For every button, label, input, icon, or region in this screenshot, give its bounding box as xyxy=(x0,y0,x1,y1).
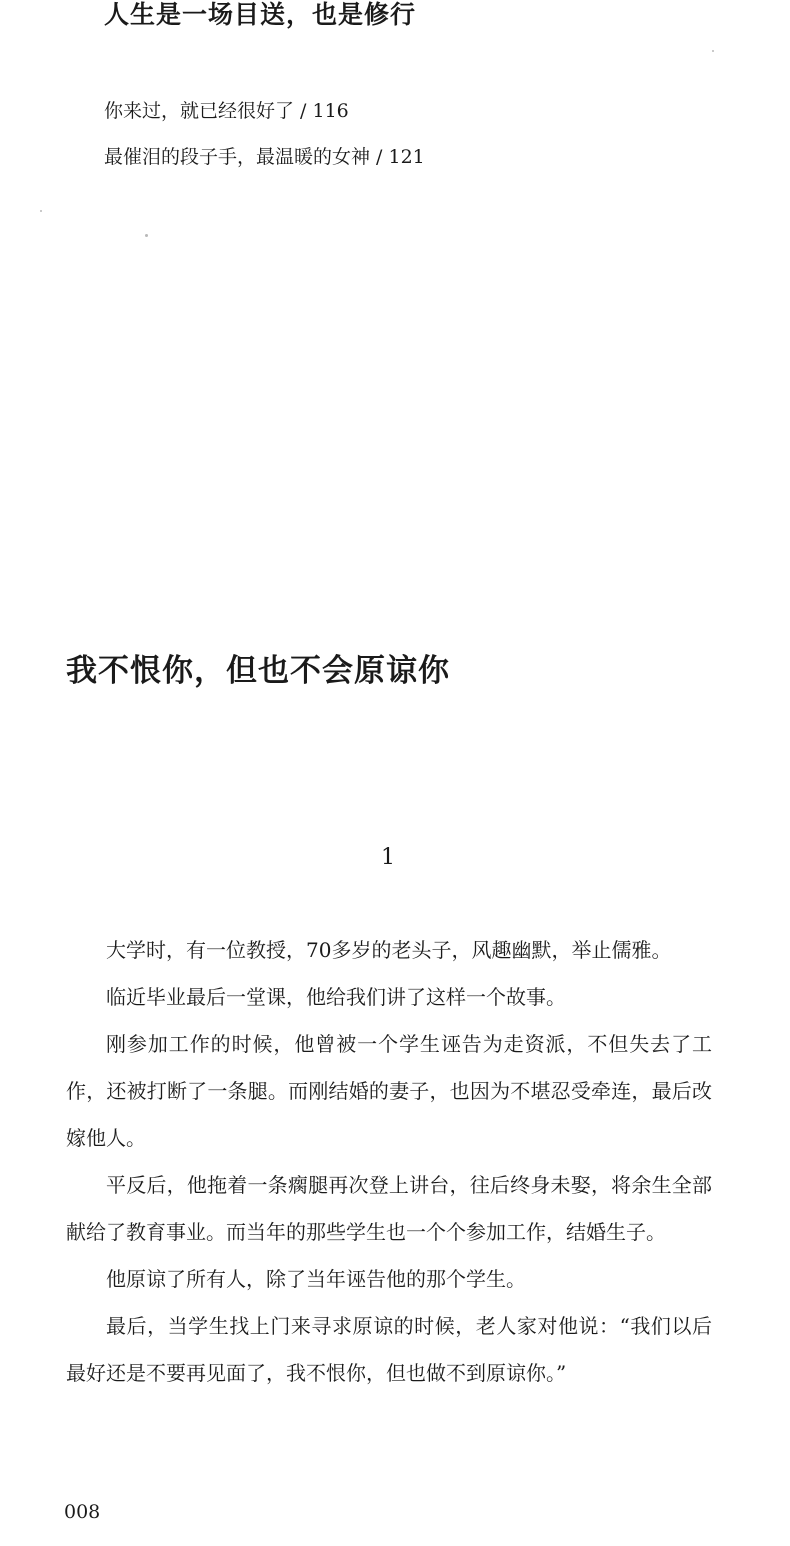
table-of-contents xyxy=(104,88,425,180)
chapter-title: 我不恨你，但也不会原谅你 xyxy=(66,653,450,689)
toc-entry-title: 你来过，就已经很好了 xyxy=(104,100,295,122)
scan-speck xyxy=(40,210,42,212)
toc-entry-page: 121 xyxy=(388,146,425,168)
paragraph: 他原谅了所有人，除了当年诬告他的那个学生。 xyxy=(106,1267,526,1291)
paragraph: 刚参加工作的时候，他曾被一个学生诬告为走资派，不但失去了工作，还被打断了一条腿。而刚结婚的妻子，也因为不堪忍受牵连，最后改嫁他人。 xyxy=(66,1032,712,1150)
toc-entry-title: 最催泪的段子手，最温暖的女神 xyxy=(104,146,371,168)
paragraph: 临近毕业最后一堂课，他给我们讲了这样一个故事。 xyxy=(106,985,566,1009)
toc-entry-page: 116 xyxy=(312,100,349,122)
paragraph: 平反后，他拖着一条瘸腿再次登上讲台，往后终身未娶，将余生全部献给了教育事业。而当年的那些学生也一个个参加工作，结婚生子。 xyxy=(66,1173,712,1244)
section-heading: 人生是一场目送，也是修行 xyxy=(104,0,417,29)
paragraph: 大学时，有一位教授，70多岁的老头子，风趣幽默，举止儒雅。 xyxy=(106,938,672,962)
toc-entry[interactable] xyxy=(104,88,425,134)
toc-entry-separator: / xyxy=(370,146,389,168)
section-number: 1 xyxy=(381,845,395,870)
scan-speck xyxy=(145,234,148,237)
toc-entry[interactable] xyxy=(104,134,425,180)
scan-speck xyxy=(712,50,714,52)
toc-entry-separator: / xyxy=(294,100,313,122)
body-text xyxy=(66,927,712,1397)
page-number: 008 xyxy=(64,1501,101,1523)
paragraph: 最后，当学生找上门来寻求原谅的时候，老人家对他说：“我们以后最好还是不要再见面了，我不恨你，但也做不到原谅你。” xyxy=(66,1314,712,1385)
